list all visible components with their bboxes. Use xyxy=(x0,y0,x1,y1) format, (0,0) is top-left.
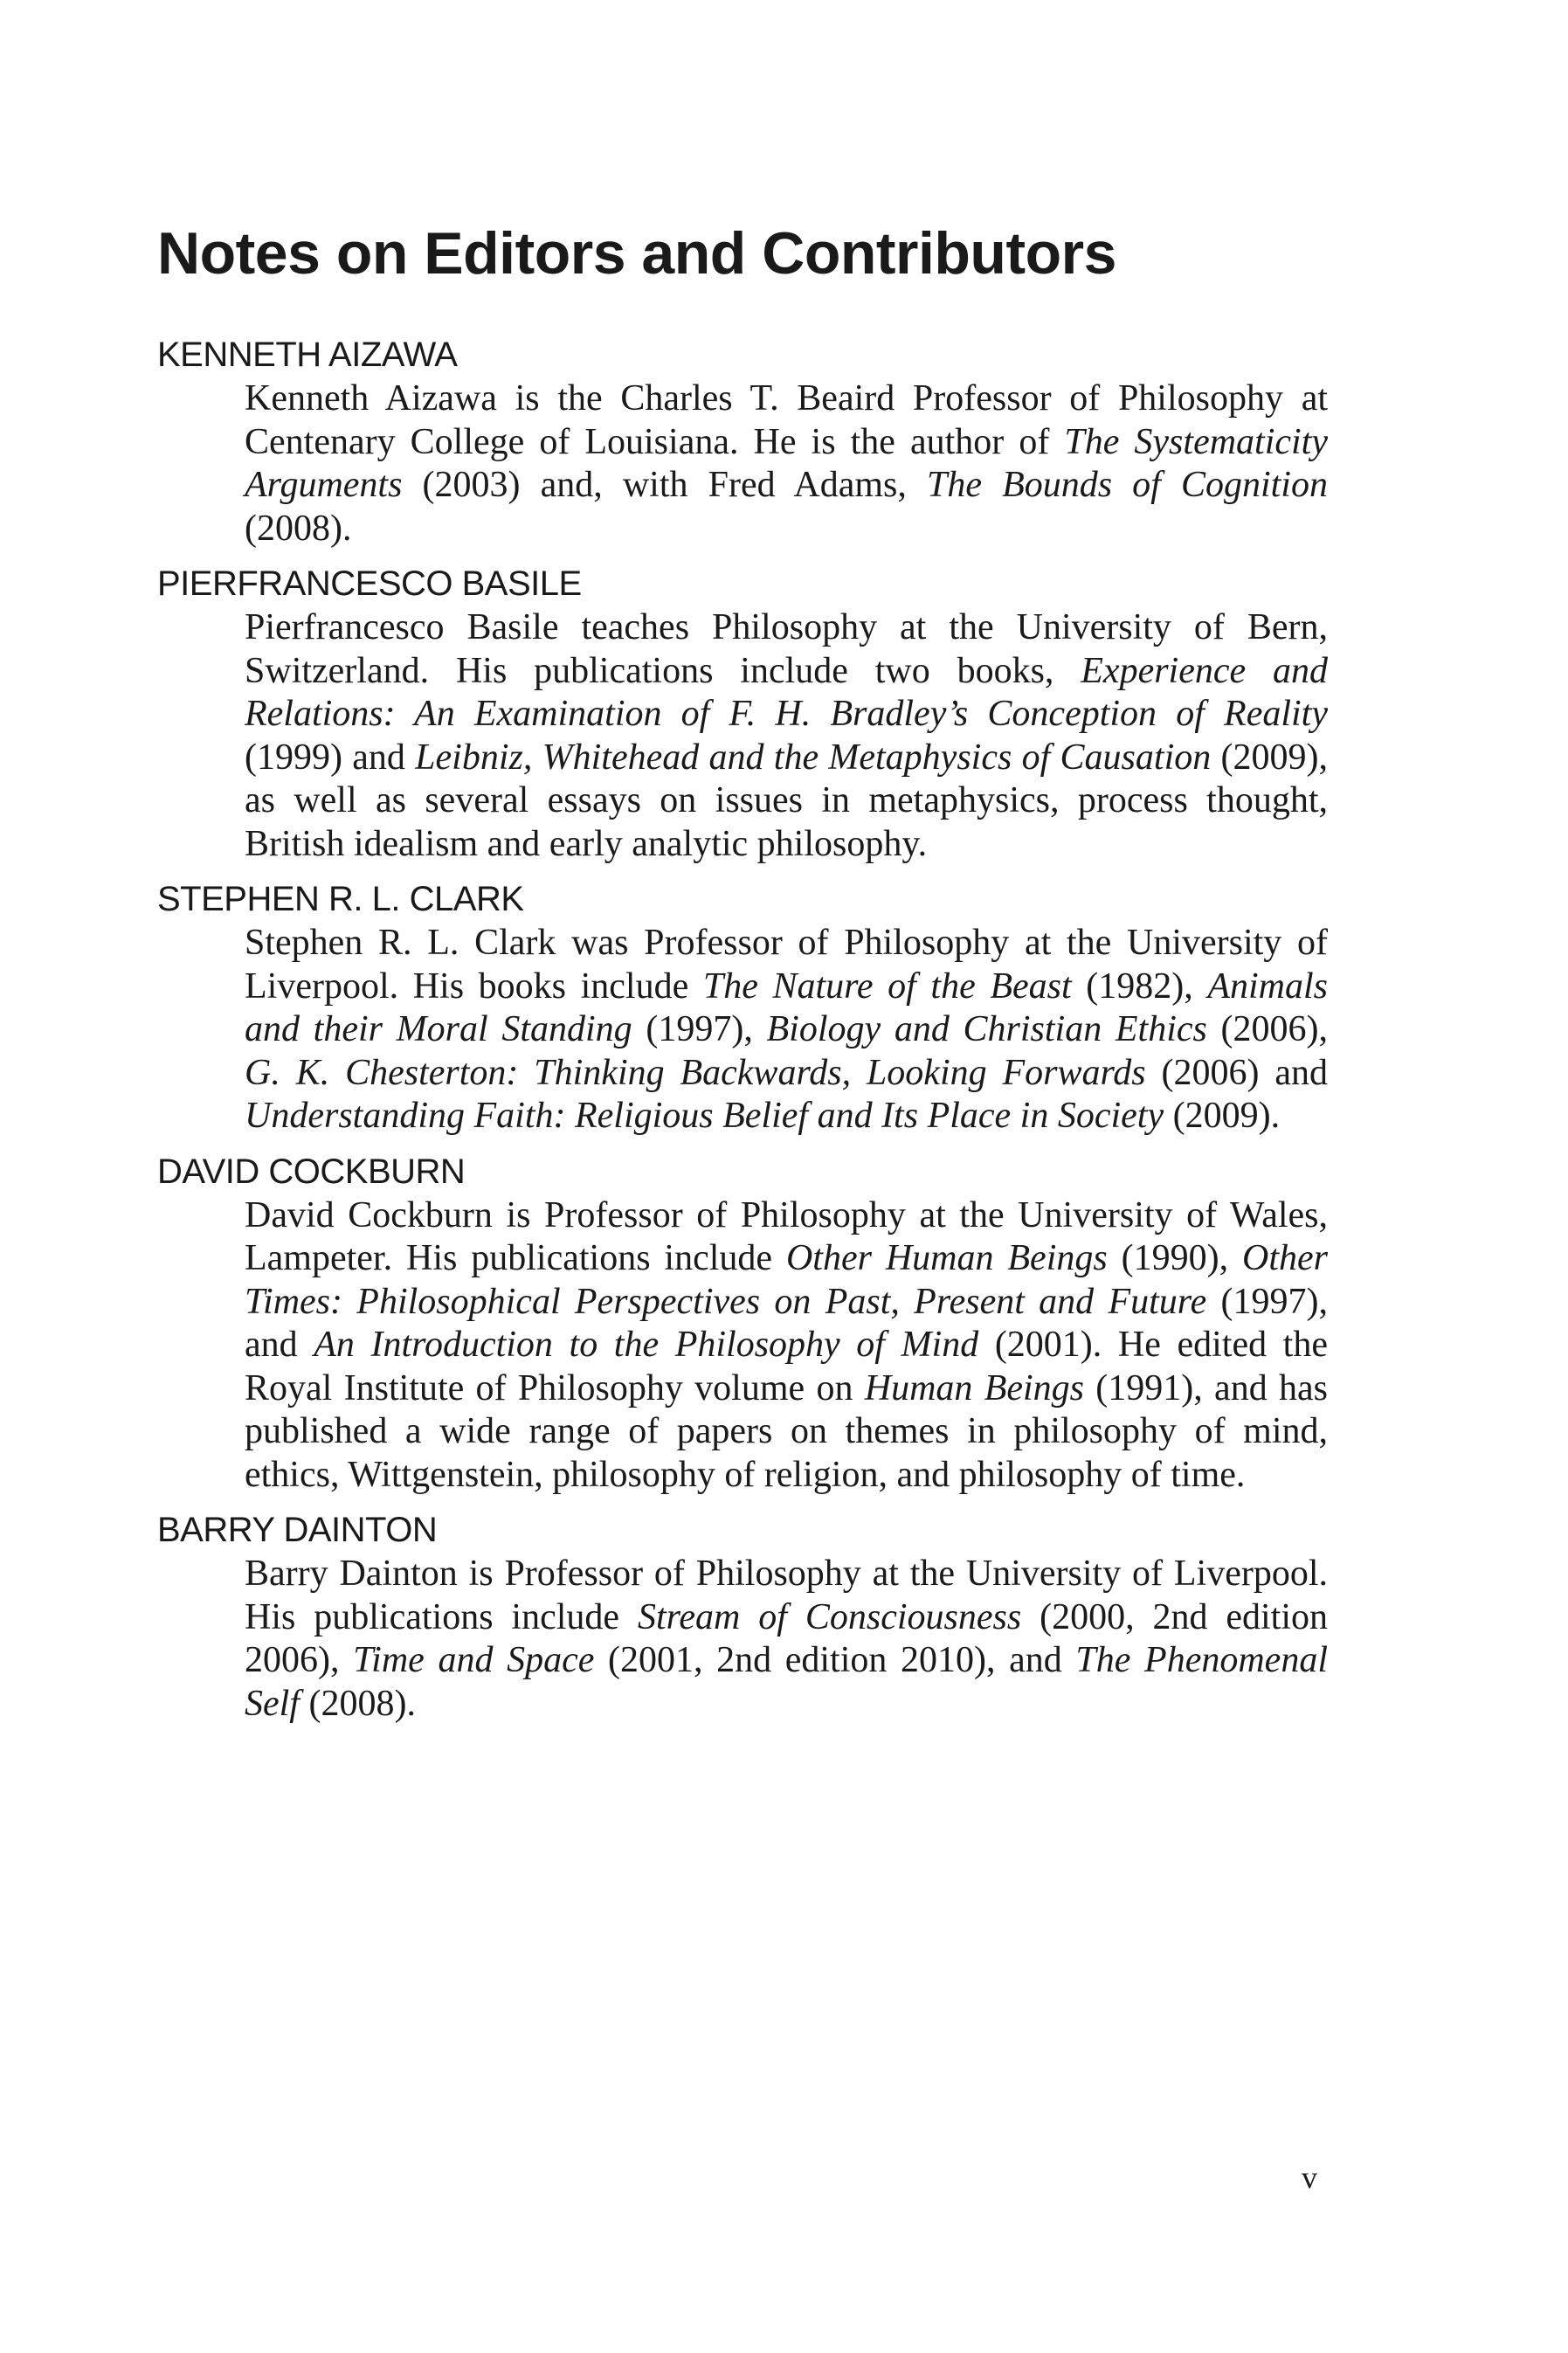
bio-text: Pierfrancesco Basile teaches Philosophy at the University of Bern, Switzerland. His publications include two books, xyxy=(245,607,1328,691)
contributor-entry xyxy=(157,561,1328,866)
contributor-name: PIERFRANCESCO BASILE xyxy=(157,564,582,603)
bio-text: Stephen R. L. Clark was Professor of Philosophy at the University of Liverpool. His books include xyxy=(245,923,1328,1007)
book-title: The Bounds of Cognition xyxy=(926,465,1328,505)
book-title: An Introduction to the Philosophy of Mind xyxy=(314,1325,979,1365)
contributor-bio xyxy=(245,377,1328,550)
bio-text: (2001, 2nd edition 2010), and xyxy=(594,1640,1076,1680)
book-title: Leibniz, Whitehead and the Metaphysics of Causation xyxy=(415,737,1212,778)
contributor-bio xyxy=(245,922,1328,1138)
bio-text: (2006) and xyxy=(1145,1052,1329,1093)
book-title: The Nature of the Beast xyxy=(702,965,1072,1007)
book-title: Other Times: Philosophical Perspectives on Past, Present and Future xyxy=(245,1238,1328,1322)
page-title: Notes on Editors and Contributors xyxy=(157,220,1116,287)
contributor-name: BARRY DAINTON xyxy=(157,1511,438,1549)
book-title: Biology and Christian Ethics xyxy=(766,1009,1207,1049)
book-title: Other Human Beings xyxy=(785,1238,1108,1278)
contributor-name: KENNETH AIZAWA xyxy=(157,336,458,374)
book-title: Understanding Faith: Religious Belief and Its Place in Society xyxy=(245,1096,1164,1136)
bio-text: Barry Dainton is Professor of Philosophy at the University of Liverpool. His publications include xyxy=(245,1554,1328,1637)
bio-text: (2008). xyxy=(299,1683,416,1724)
book-title: G. K. Chesterton: Thinking Backwards, Looking Forwards xyxy=(245,1052,1146,1093)
bio-text: (1997), and xyxy=(245,1281,1328,1365)
book-title: Stream of Consciousness xyxy=(637,1596,1022,1637)
bio-text: (1991), and has published a wide range of papers on themes in philosophy of mind, ethics, Wittgenstein, philosophy of religion, and philosophy of time. xyxy=(245,1367,1328,1495)
bio-text: (2000, 2nd edition 2006), xyxy=(245,1596,1328,1680)
bio-text: (1982), xyxy=(1071,965,1208,1007)
contributor-entry xyxy=(157,332,1328,550)
book-title: The Systematicity Arguments xyxy=(245,421,1328,505)
bio-text: David Cockburn is Professor of Philosophy at the University of Wales, Lampeter. His publications include xyxy=(245,1194,1328,1278)
page-number: v xyxy=(1302,2160,1317,2195)
contributor-entry xyxy=(157,1507,1328,1726)
bio-text: Kenneth Aizawa is the Charles T. Beaird Professor of Philosophy at Centenary College of Louisiana. He is the author of xyxy=(245,378,1328,462)
contributor-name: DAVID COCKBURN xyxy=(157,1152,466,1191)
contributor-entry xyxy=(157,876,1328,1138)
book-title: Experience and Relations: An Examination of F. H. Bradley’s Conception of Reality xyxy=(245,650,1328,734)
contributor-bio xyxy=(245,606,1328,866)
contributor-bio xyxy=(245,1553,1328,1726)
contributor-list xyxy=(157,332,1328,1736)
bio-text: (2008). xyxy=(245,508,352,549)
bio-text: (1999) and xyxy=(245,737,416,778)
book-title: The Phenomenal Self xyxy=(245,1640,1328,1724)
contributor-name: STEPHEN R. L. CLARK xyxy=(157,880,524,918)
book-title: Animals and their Moral Standing xyxy=(245,965,1329,1049)
bio-text: (2001). He edited the Royal Institute of Philosophy volume on xyxy=(245,1325,1328,1408)
bio-text: (2006), xyxy=(1206,1009,1329,1049)
book-title: Time and Space xyxy=(353,1640,595,1680)
bio-text: (1990), xyxy=(1107,1238,1242,1278)
bio-text: (1997), xyxy=(632,1009,767,1049)
bio-text: (2009), as well as several essays on issues in metaphysics, process thought, British idealism and early analytic philosophy. xyxy=(245,737,1328,864)
bio-text: (2009). xyxy=(1164,1096,1281,1136)
contributor-bio xyxy=(245,1194,1328,1498)
contributor-entry xyxy=(157,1149,1328,1498)
bio-text: (2003) and, with Fred Adams, xyxy=(402,465,927,505)
book-title: Human Beings xyxy=(864,1367,1084,1408)
